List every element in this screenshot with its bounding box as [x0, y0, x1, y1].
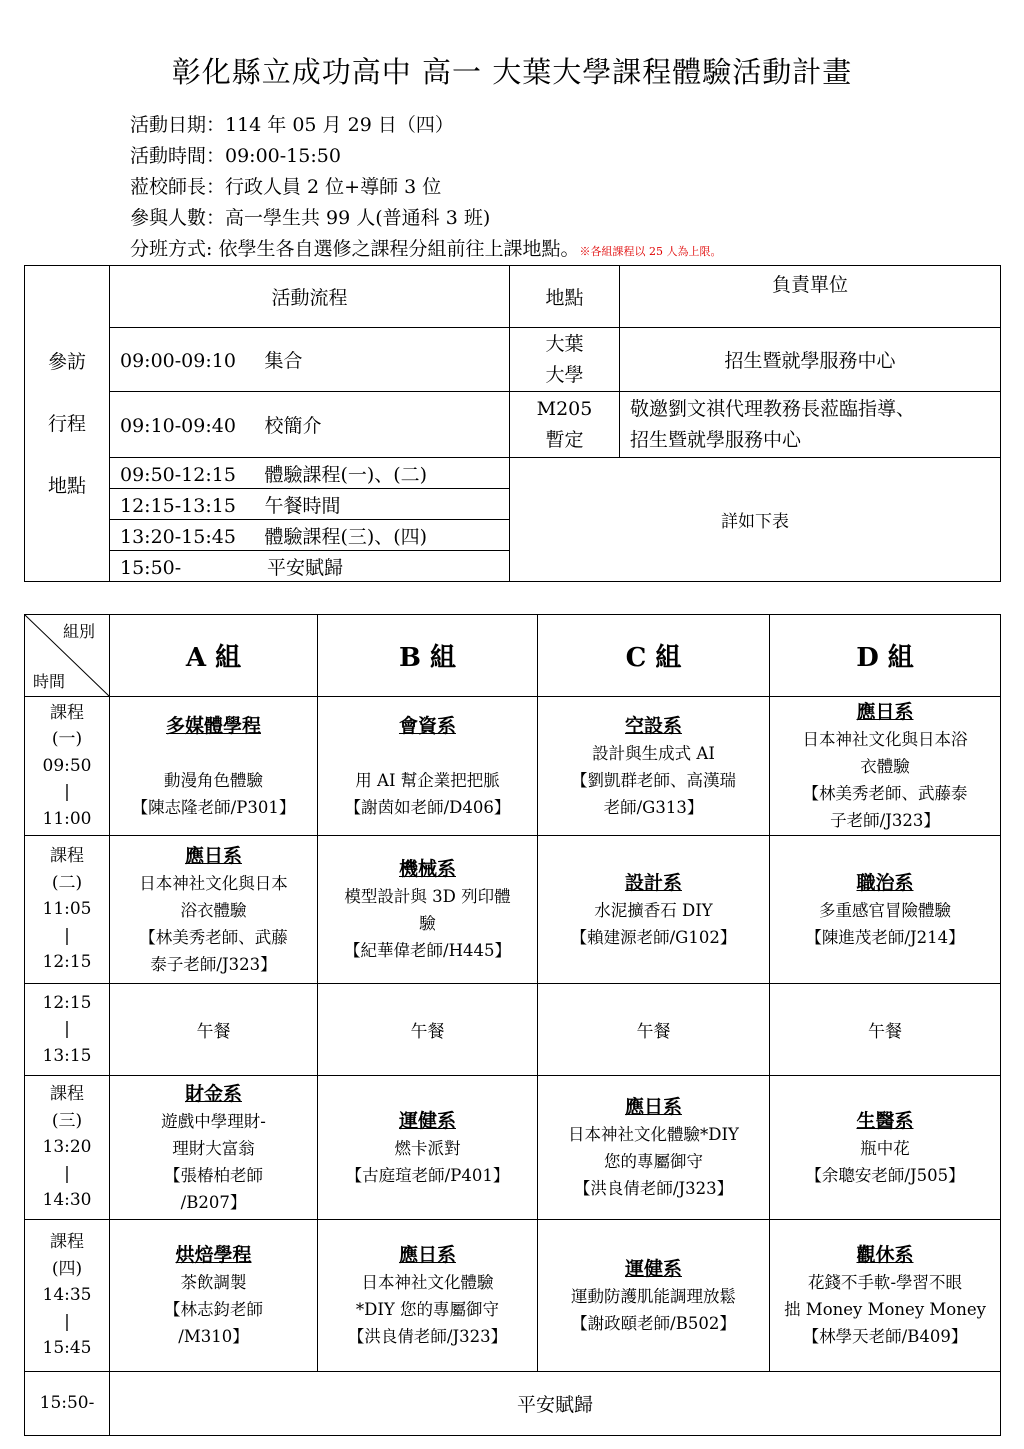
- row-time: 13:20-15:45: [120, 525, 236, 548]
- row-unit: 敬邀劉文祺代理教務長蒞臨指導、 招生暨就學服務中心: [620, 392, 1001, 458]
- course-details: 瓶中花 【余聰安老師/J505】: [805, 1138, 965, 1185]
- header-place: 地點: [510, 266, 620, 328]
- group-header: C 組: [538, 615, 770, 697]
- row-item: 體驗課程(一)、(二): [264, 463, 428, 486]
- visit-label-cell: [25, 266, 110, 582]
- course-cell: [318, 697, 538, 836]
- course-cell: [318, 1076, 538, 1220]
- course-details: 日本神社文化體驗*DIY 您的專屬御守 【洪良倩老師/J323】: [568, 1125, 739, 1198]
- session-row: [25, 836, 1001, 984]
- session-time-cell: 課程 (三) 13:20 | 14:30: [25, 1076, 110, 1220]
- course-cell: [770, 836, 1001, 984]
- course-cell: [110, 1076, 318, 1220]
- department-name: 烘焙學程: [175, 1244, 252, 1266]
- department-name: 應日系: [398, 1244, 456, 1266]
- department-name: 機械系: [398, 858, 456, 880]
- corner-cell: [25, 615, 110, 697]
- course-cell: [538, 1220, 770, 1372]
- course-cell: [770, 697, 1001, 836]
- department-name: 生醫系: [856, 1109, 914, 1132]
- group-header: B 組: [318, 615, 538, 697]
- department-name: 應日系: [184, 844, 242, 867]
- corner-top-label: 組別: [62, 622, 95, 641]
- corner-bottom-label: 時間: [33, 672, 66, 691]
- lunch-cell: 午餐: [318, 984, 538, 1076]
- course-details: 遊戲中學理財- 理財大富翁 【張椿柏老師 /B207】: [161, 1111, 266, 1212]
- course-cell: [538, 836, 770, 984]
- session-row: [25, 984, 1001, 1076]
- schedule-row-1: [110, 328, 510, 392]
- department-name: 運健系: [398, 1109, 456, 1132]
- page-title: 彰化縣立成功高中 高一 大葉大學課程體驗活動計畫: [171, 55, 853, 89]
- activity-date: 活動日期：114 年 05 月 29 日（四）: [130, 114, 454, 136]
- course-details: 茶飲調製 【林志鈞老師 /M310】: [164, 1273, 263, 1346]
- visiting-staff: 蒞校師長：行政人員 2 位+導師 3 位: [130, 176, 442, 198]
- grouping-note: ※各組課程以 25 人為上限。: [579, 245, 722, 258]
- activity-time: 活動時間：09:00-15:50: [130, 145, 341, 167]
- department-name: 職治系: [856, 871, 914, 894]
- row-item: 校簡介: [264, 415, 322, 437]
- department-name: 運健系: [624, 1257, 682, 1280]
- department-name: 多媒體學程: [165, 714, 261, 737]
- course-details: 燃卡派對 【古庭瑄老師/P401】: [345, 1138, 510, 1185]
- row-unit: 招生暨就學服務中心: [620, 328, 1001, 392]
- side-label-1: 參訪: [47, 350, 86, 373]
- group-header: D 組: [770, 615, 1001, 697]
- schedule-table: [24, 265, 1001, 582]
- schedule-row-3: [110, 458, 510, 489]
- courses-table: [24, 614, 1001, 1436]
- see-below-cell: 詳如下表: [510, 458, 1001, 582]
- course-details: 動漫角色體驗 【陳志隆老師/P301】: [131, 770, 296, 817]
- department-name: 應日系: [624, 1096, 682, 1118]
- department-name: 空設系: [624, 714, 682, 737]
- course-details: 花錢不手軟-學習不眼 拙 Money Money Money 【林學天老師/B409】: [784, 1273, 986, 1346]
- course-details: 運動防護肌能調理放鬆 【謝政頤老師/B502】: [571, 1286, 736, 1333]
- row-time: 15:50-: [120, 556, 182, 579]
- header-flow: 活動流程: [110, 266, 510, 328]
- course-cell: [538, 697, 770, 836]
- participant-count: 參與人數：高一學生共 99 人(普通科 3 班): [130, 207, 491, 229]
- session-row: [25, 1220, 1001, 1372]
- course-details: 設計與生成式 AI 【劉凱群老師、高漢瑞 老師/G313】: [571, 743, 736, 817]
- row-time: 09:00-09:10: [120, 350, 236, 372]
- course-details: 日本神社文化體驗 *DIY 您的專屬御守 【洪良倩老師/J323】: [347, 1273, 508, 1346]
- session-time-cell: 課程 (二) 11:05 | 12:15: [25, 836, 110, 984]
- grouping-text: 分班方式: 依學生各自選修之課程分組前往上課地點。: [130, 238, 580, 260]
- session-row: [25, 697, 1001, 836]
- course-details: 用 AI 幫企業把把脈 【謝茵如老師/D406】: [344, 770, 511, 817]
- department-name: 觀休系: [856, 1244, 914, 1266]
- ending-cell: 平安賦歸: [110, 1372, 1001, 1436]
- group-header: A 組: [110, 615, 318, 697]
- session-time-cell: 15:50-: [25, 1372, 110, 1436]
- lunch-cell: 午餐: [770, 984, 1001, 1076]
- department-name: 會資系: [398, 714, 456, 737]
- schedule-row-2: [110, 392, 510, 458]
- schedule-row-5: [110, 520, 510, 551]
- department-name: 財金系: [184, 1082, 242, 1105]
- session-time-cell: 課程 (一) 09:50 | 11:00: [25, 697, 110, 836]
- course-cell: [318, 836, 538, 984]
- session-row: [25, 1076, 1001, 1220]
- session-row: [25, 1372, 1001, 1436]
- row-item: 集合: [264, 350, 303, 372]
- row-place: 大葉 大學: [510, 328, 620, 392]
- course-details: 日本神社文化與日本 浴衣體驗 【林美秀老師、武藤 泰子老師/J323】: [139, 873, 288, 974]
- lunch-cell: 午餐: [110, 984, 318, 1076]
- schedule-row-6: [110, 551, 510, 582]
- course-details: 模型設計與 3D 列印體 驗 【紀華偉老師/H445】: [344, 887, 511, 960]
- course-cell: [770, 1220, 1001, 1372]
- course-details: 水泥擴香石 DIY 【賴建源老師/G102】: [570, 900, 737, 947]
- row-item: 午餐時間: [264, 494, 341, 517]
- side-label-3: 地點: [47, 474, 86, 497]
- row-place: M205 暫定: [510, 392, 620, 458]
- department-name: 應日系: [856, 701, 914, 723]
- course-cell: [110, 836, 318, 984]
- course-details: 日本神社文化與日本浴 衣體驗 【林美秀老師、武藤泰 子老師/J323】: [802, 730, 968, 830]
- row-time: 12:15-13:15: [120, 494, 236, 517]
- row-time: 09:50-12:15: [120, 463, 236, 486]
- header-unit: 負責單位: [620, 266, 1001, 328]
- course-cell: [110, 1220, 318, 1372]
- schedule-row-4: [110, 489, 510, 520]
- course-cell: [770, 1076, 1001, 1220]
- session-time-cell: 課程 (四) 14:35 | 15:45: [25, 1220, 110, 1372]
- grouping-method: [130, 234, 721, 267]
- course-cell: [538, 1076, 770, 1220]
- side-label-2: 行程: [47, 412, 86, 435]
- lunch-cell: 午餐: [538, 984, 770, 1076]
- row-time: 09:10-09:40: [120, 415, 236, 437]
- row-item: 體驗課程(三)、(四): [264, 525, 428, 548]
- department-name: 設計系: [624, 871, 682, 894]
- course-cell: [110, 697, 318, 836]
- course-details: 多重感官冒險體驗 【陳進茂老師/J214】: [805, 900, 965, 947]
- course-cell: [318, 1220, 538, 1372]
- row-item: 平安賦歸: [267, 556, 344, 579]
- session-time-cell: 12:15 | 13:15: [25, 984, 110, 1076]
